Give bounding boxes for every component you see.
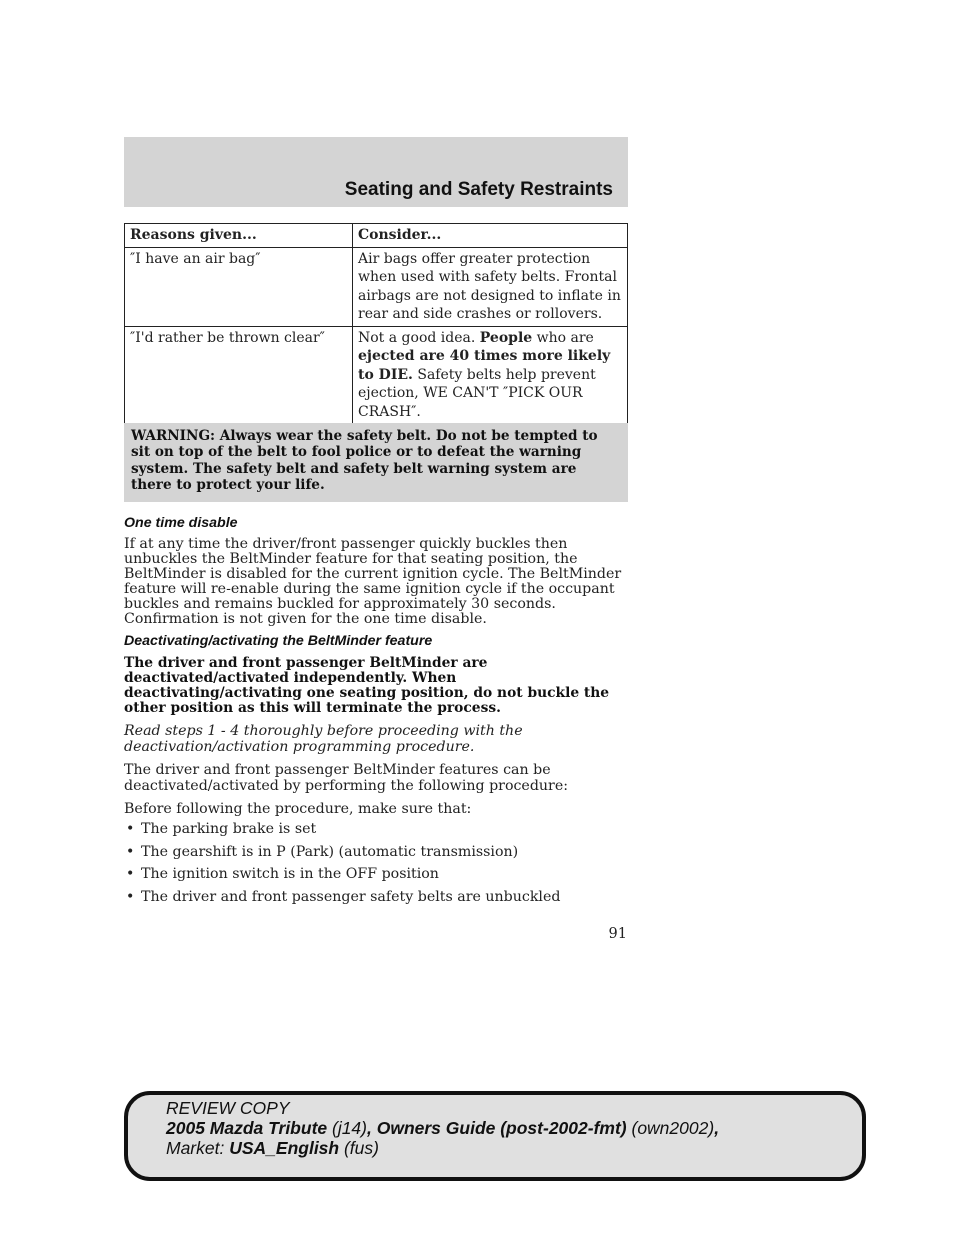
review-copy-label: REVIEW COPY: [166, 1098, 290, 1118]
consider-text: Not a good idea.: [358, 329, 480, 346]
checklist: [124, 821, 630, 905]
bullet-icon: •: [126, 888, 135, 905]
table-header-reasons: Reasons given...: [125, 224, 353, 248]
one-time-disable-heading: One time disable: [124, 515, 238, 531]
list-item: • The ignition switch is in the OFF position: [126, 866, 439, 883]
bullet-icon: •: [126, 866, 135, 883]
table-header-consider: Consider...: [353, 224, 628, 248]
footer-text: [166, 1098, 719, 1158]
list-item: • The gearshift is in P (Park) (automatic transmission): [126, 843, 519, 860]
one-time-disable-body: If at any time the driver/front passenger quickly buckles then unbuckles the BeltMinder feature for that seating position, the BeltMinder is disabled for the current ignition cycle. The BeltMinder feature will re-enable during the same ignition cycle if the occupant buckles and remains buckled for approximately 30 seconds. Confirmation is not given for the one time disable.: [124, 536, 622, 627]
consider-text-bold: People: [479, 329, 533, 346]
consider-text: who are: [532, 329, 594, 346]
table-row: [125, 247, 628, 326]
consider-text: Air bags offer greater protection when used with safety belts. Frontal airbags are not designed to inflate in rear and side crashes or rollovers.: [358, 250, 621, 322]
consider-text-bold: ejected are 40 times more likely to DIE.: [358, 348, 611, 383]
before-procedure: Before following the procedure, make sure that:: [124, 801, 472, 817]
consider-text: Safety belts help prevent ejection, WE CAN'T ″PICK OUR CRASH″.: [358, 366, 596, 420]
warning-box: WARNING: Always wear the safety belt. Do not be tempted to sit on top of the belt to fool police or to defeat the warning system. The safety belt and safety belt warning system are there to protect your life.: [124, 423, 628, 502]
table-header-row: [125, 224, 628, 248]
main-content: [124, 515, 630, 911]
deactivating-bold-paragraph: The driver and front passenger BeltMinder are deactivated/activated independently. When deactivating/activating one seating position, do not buckle the other position as this will terminate the process.: [124, 655, 610, 716]
table-cell-consider: [353, 247, 628, 326]
read-steps-note: Read steps 1 - 4 thoroughly before proceeding with the deactivation/activation programming procedure.: [124, 723, 523, 755]
table-cell-consider: [353, 326, 628, 424]
section-header-band: [124, 137, 628, 207]
page-number: 91: [608, 926, 627, 942]
footer-line-market: Market: USA_English (fus): [166, 1138, 379, 1158]
table-cell-reason: ″I'd rather be thrown clear″: [125, 326, 353, 424]
bullet-icon: •: [126, 821, 135, 837]
table-row: [125, 326, 628, 424]
list-item: • The parking brake is set: [126, 821, 317, 837]
table-cell-reason: ″I have an air bag″: [125, 247, 353, 326]
footer-line-document: 2005 Mazda Tribute (j14), Owners Guide (post-2002-fmt) (own2002),: [166, 1118, 720, 1138]
reasons-table: [124, 223, 628, 424]
list-item: • The driver and front passenger safety belts are unbuckled: [126, 888, 561, 905]
deactivating-heading: Deactivating/activating the BeltMinder feature: [124, 633, 433, 649]
bullet-icon: •: [126, 843, 135, 860]
review-copy-footer: [124, 1091, 866, 1181]
procedure-intro: The driver and front passenger BeltMinder features can be deactivated/activated by performing the following procedure:: [124, 762, 569, 794]
section-title: Seating and Safety Restraints: [344, 179, 613, 200]
